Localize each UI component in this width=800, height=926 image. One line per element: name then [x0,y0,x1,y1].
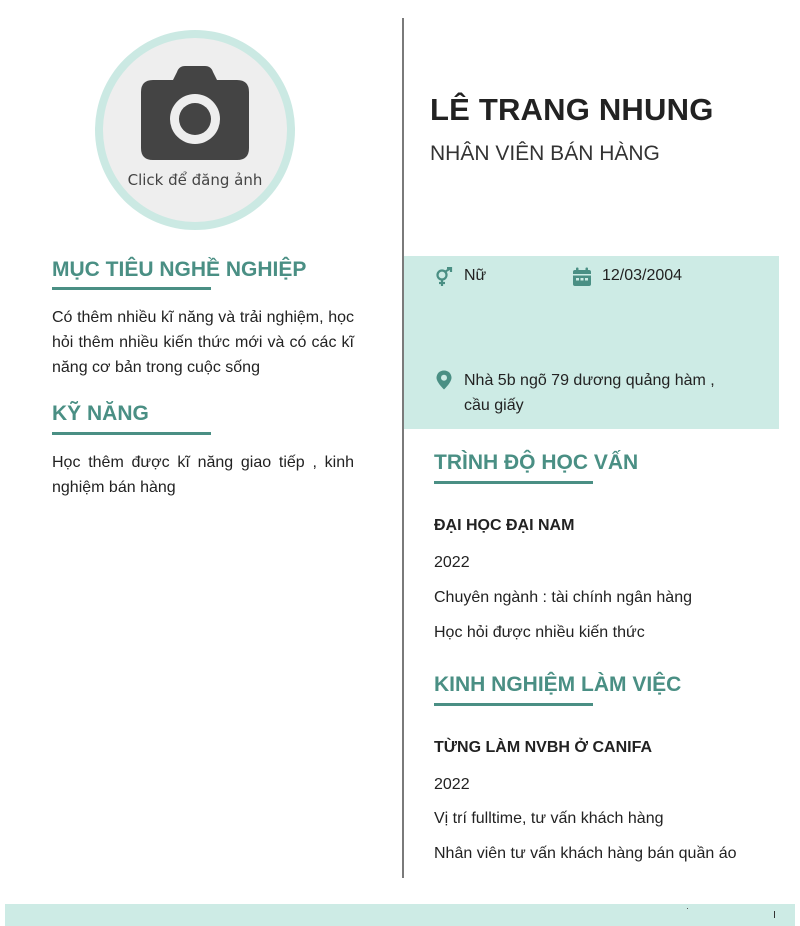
birthdate-value: 12/03/2004 [602,267,683,284]
education-underline [434,481,593,484]
experience-company: TỪNG LÀM NVBH Ở CANIFA [434,739,653,756]
experience-title: KINH NGHIỆM LÀM VIỆC [434,673,682,696]
objective-underline [52,287,211,290]
footer-bar [5,904,795,926]
column-divider [402,18,404,878]
address-field [434,370,715,418]
gender-field [434,267,486,287]
calendar-icon [572,267,592,287]
education-school: ĐẠI HỌC ĐẠI NAM [434,517,575,534]
footer-dot [687,908,688,909]
address-line-2: cầu giấy [464,397,524,414]
education-year: 2022 [434,554,470,571]
footer-mark [774,911,775,918]
objective-title: MỤC TIÊU NGHỀ NGHIỆP [52,258,307,281]
birthdate-field [572,267,682,287]
experience-position: Vị trí fulltime, tư vấn khách hàng [434,810,664,827]
skills-title: KỸ NĂNG [52,402,149,425]
job-title: NHÂN VIÊN BÁN HÀNG [430,142,660,165]
education-major: Chuyên ngành : tài chính ngân hàng [434,589,692,606]
avatar-frame [95,30,295,230]
education-title: TRÌNH ĐỘ HỌC VẤN [434,451,639,474]
education-description: Học hỏi được nhiều kiến thức [434,624,645,641]
gender-value: Nữ [464,267,487,284]
avatar-upload[interactable] [103,38,287,222]
gender-icon [434,267,454,287]
photo-upload-label: Click để đăng ảnh [127,171,263,189]
objective-text: Có thêm nhiều kĩ năng và trải nghiệm, học hỏi thêm nhiều kiến thức mới và có các kĩ năng cơ bản trong cuộc sống [52,309,354,376]
camera-icon [141,38,249,165]
address-line-1: Nhà 5b ngõ 79 dương quảng hàm , [464,372,715,389]
skills-underline [52,432,211,435]
skills-text: Học thêm được kĩ năng giao tiếp , kinh nghiệm bán hàng [52,454,354,496]
experience-underline [434,703,593,706]
experience-year: 2022 [434,776,470,793]
location-pin-icon [434,370,454,390]
full-name: LÊ TRANG NHUNG [430,92,714,127]
experience-description: Nhân viên tư vấn khách hàng bán quần áo [434,845,737,862]
